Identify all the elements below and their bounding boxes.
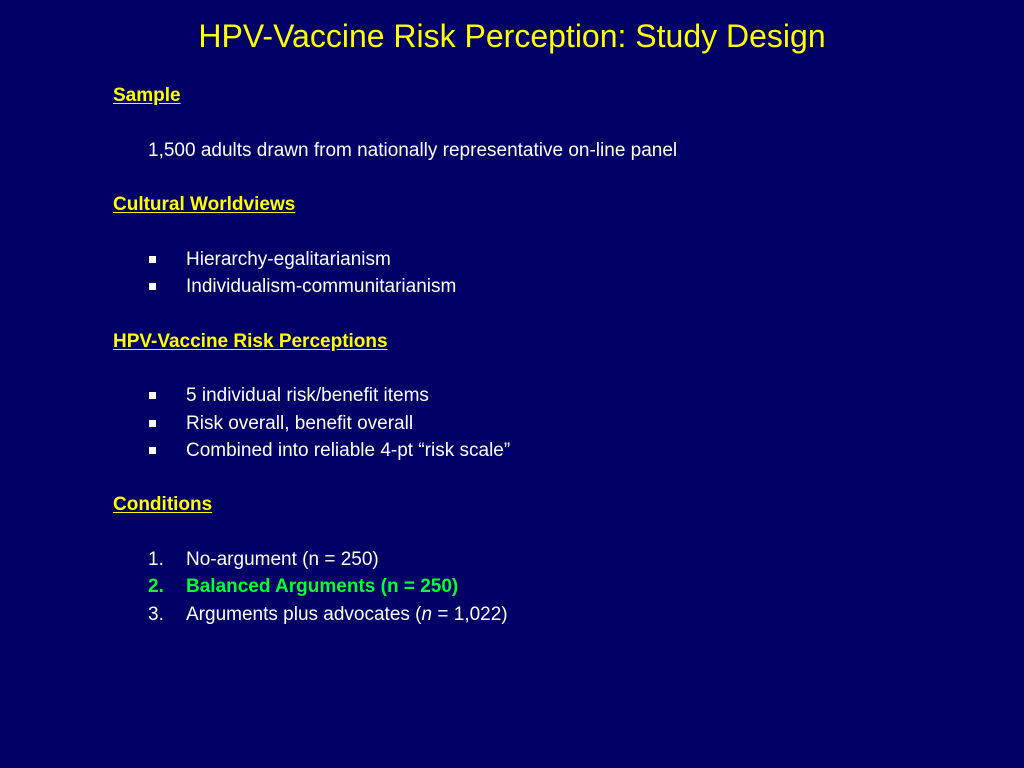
numbered-item-text: Balanced Arguments (n = 250)	[186, 576, 459, 598]
spacer	[113, 300, 993, 327]
text-part: Arguments plus advocates (	[186, 603, 422, 625]
spacer	[113, 218, 993, 245]
spacer	[113, 464, 993, 491]
square-bullet-icon	[149, 283, 156, 290]
item-number: 2.	[148, 576, 164, 598]
list-item	[113, 382, 993, 409]
numbered-item-text: No-argument (n = 250)	[186, 549, 379, 571]
list-item-text: Individualism-communitarianism	[186, 276, 457, 298]
list-item-text: 5 individual risk/benefit items	[186, 385, 429, 407]
slide-title: HPV-Vaccine Risk Perception: Study Design	[198, 18, 826, 54]
numbered-item-highlighted	[113, 573, 993, 600]
text-part: = 1,022)	[432, 603, 508, 625]
list-item-text: Combined into reliable 4-pt “risk scale”	[186, 439, 511, 461]
spacer	[113, 164, 993, 191]
list-item	[113, 410, 993, 437]
square-bullet-icon	[149, 447, 156, 454]
list-item	[113, 273, 993, 300]
list-item	[113, 437, 993, 464]
italic-n: n	[421, 603, 433, 625]
numbered-item	[113, 546, 993, 573]
spacer	[113, 355, 993, 382]
sample-text: 1,500 adults drawn from nationally representative on-line panel	[148, 139, 678, 161]
list-item-text: Risk overall, benefit overall	[186, 412, 414, 434]
worldviews-heading: Cultural Worldviews	[113, 194, 296, 216]
list-item	[113, 246, 993, 273]
risk-heading: HPV-Vaccine Risk Perceptions	[113, 330, 388, 352]
item-number: 3.	[148, 603, 164, 625]
sample-heading: Sample	[113, 85, 181, 106]
list-item-text: Hierarchy-egalitarianism	[186, 248, 391, 270]
spacer	[113, 519, 993, 546]
numbered-item	[113, 601, 993, 628]
slide-content	[113, 82, 993, 628]
square-bullet-icon	[149, 256, 156, 263]
item-number: 1.	[148, 549, 164, 571]
conditions-heading: Conditions	[113, 494, 213, 516]
spacer	[113, 109, 993, 136]
numbered-item-text	[186, 604, 508, 625]
square-bullet-icon	[149, 392, 156, 399]
square-bullet-icon	[149, 420, 156, 427]
